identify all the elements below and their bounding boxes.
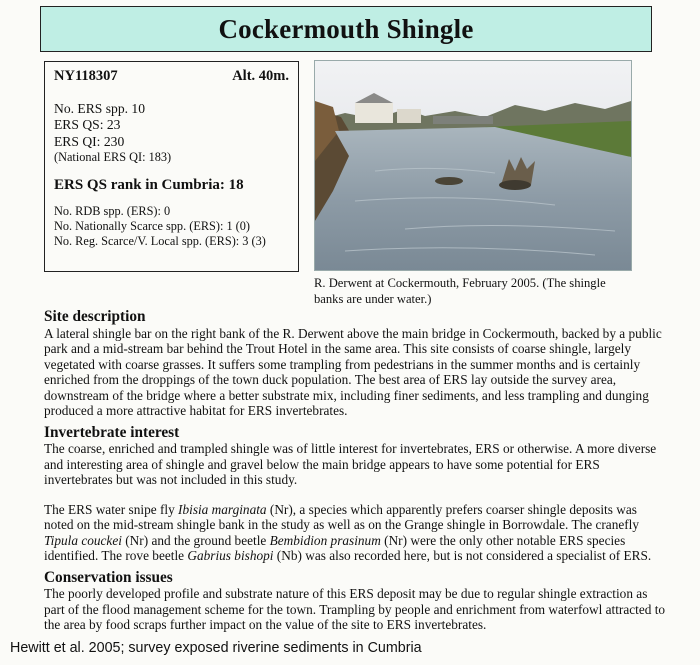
photo-caption: R. Derwent at Cockermouth, February 2005. (The shingle banks are under water.) <box>314 276 606 306</box>
invertebrate-interest-heading: Invertebrate interest <box>44 423 180 441</box>
source-citation: Hewitt et al. 2005; survey exposed riverine sediments in Cumbria <box>10 640 422 656</box>
conservation-issues-heading: Conservation issues <box>44 568 173 586</box>
nationally-scarce-species: No. Nationally Scarce spp. (ERS): 1 (0) <box>54 218 251 233</box>
site-description-heading: Site description <box>44 308 146 325</box>
site-info-box <box>44 61 299 272</box>
river-photo <box>314 60 632 271</box>
rdb-species: No. RDB spp. (ERS): 0 <box>54 203 171 218</box>
regionally-scarce-species: No. Reg. Scarce/V. Local spp. (ERS): 3 (3) <box>54 233 266 248</box>
invertebrate-interest-text: The coarse, enriched and trampled shingle was of little interest for invertebrates, ERS or otherwise. A more diverse and interesting area of shingle and gravel below the main bridge appears to have some potential for ERS invertebrates but was not included in this study. <box>44 441 657 487</box>
conservation-issues-text: The poorly developed profile and substrate nature of this ERS deposit may be due to regular shingle extraction as part of the flood management scheme for the town. Trampling by people and enrichment from waterfowl attracted to the area by food scraps further impact on the value of the site to ERS invertebrates. <box>44 586 666 632</box>
species-name: Bembidion prasinum <box>269 532 381 548</box>
info-header <box>54 68 289 85</box>
invertebrate-species-text: The ERS water snipe fly Ibisia marginata (Nr), a species which apparently prefers coarser shingle deposits was noted on the mid-stream shingle bank in the study as well as on the Grange shingle in Borrowdale. The cranefly Tipula couckei (Nr) and the ground beetle Bembidion prasinum (Nr) were the only other notable ERS species identified. The rove beetle Gabrius bishopi (Nb) was also recorded here, but is not considered a specialist of ERS. <box>44 501 652 563</box>
ers-quality-index: ERS QI: 230 <box>54 133 125 149</box>
title-bar <box>40 6 652 52</box>
main-content <box>44 303 666 633</box>
species-name: Tipula couckei <box>44 532 122 548</box>
national-quality-index: (National ERS QI: 183) <box>54 150 172 164</box>
species-name: Ibisia marginata <box>178 501 267 517</box>
site-description-text: A lateral shingle bar on the right bank of the R. Derwent above the main bridge in Cockermouth, backed by a public park and a mid-stream bar behind the Trout Hotel in the same area. This site consists of coarse shingle, largely vegetated with coarse grasses. It suffers some trampling from pedestrians in the summer months and is certainly enriched from the droppings of the town duck population. The best area of ERS lay outside the survey area, downstream of the bridge where a better substrate mix, including finer sediments, and less trampling and dunging produced a more attractive habitat for ERS invertebrates. <box>44 325 662 418</box>
qs-rank: ERS QS rank in Cumbria: 18 <box>54 177 244 193</box>
page-title: Cockermouth Shingle <box>218 13 474 44</box>
ers-quality-score: ERS QS: 23 <box>54 117 121 132</box>
altitude: Alt. 40m. <box>232 68 289 84</box>
ers-species-count: No. ERS spp. 10 <box>54 100 146 116</box>
grid-reference: NY118307 <box>54 68 118 84</box>
species-name: Gabrius bishopi <box>187 548 274 563</box>
